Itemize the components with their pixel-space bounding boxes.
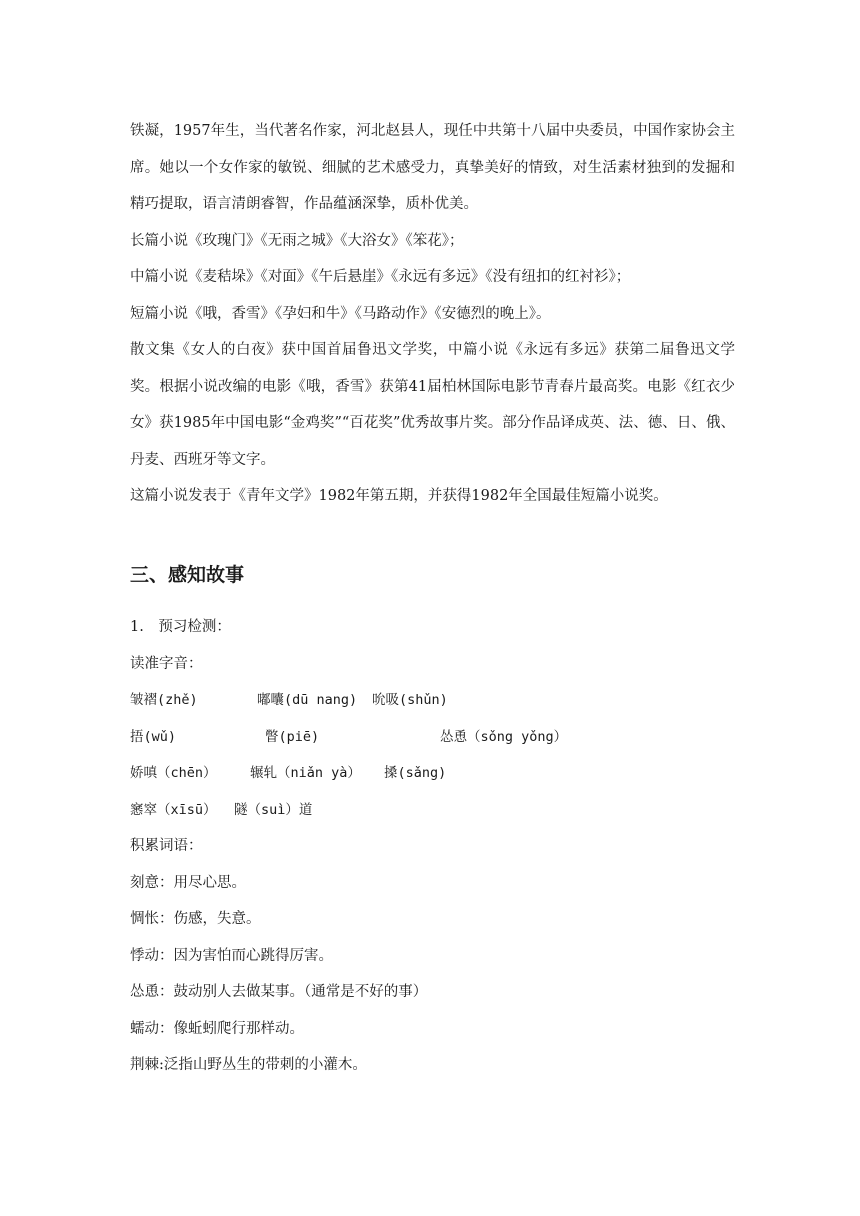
pronunciation-entry: 搡(sǎng) [384,765,447,781]
medium-novels-line: 中篇小说《麦秸垛》《对面》《午后悬崖》《永远有多远》《没有纽扣的红衬衫》； [130,269,631,285]
vocabulary-entry: 蠕动：像蚯蚓爬行那样动。 [130,1020,304,1037]
pronunciation-row [130,682,735,719]
pronunciation-entry: 捂(wǔ) [130,728,177,745]
pronunciation-title-row [130,646,735,683]
awards-paragraph: 散文集《女人的白夜》获中国首届鲁迅文学奖，中篇小说《永远有多远》获第二届鲁迅文学奖。根据小说改编的电影《哦，香雪》获第41届柏林国际电影节青春片最高奖。电影《红衣少女》获1985年中国电影“金鸡奖”“百花奖”优秀故事片奖。部分作品译成英、法、德、日、俄、丹麦、西班牙等文字。 [130,342,735,468]
vocabulary-item [130,938,735,975]
vocabulary-entry: 悸动：因为害怕而心跳得厉害。 [130,947,333,964]
pronunciation-row [130,719,735,756]
preview-check-label: 1. 预习检测： [130,619,231,635]
pronunciation-entry: 嘟囔(dū nang) [257,692,358,708]
vocabulary-item [130,1047,735,1084]
author-intro [130,113,735,515]
preview-check-item [130,609,735,646]
short-stories-line: 短篇小说《哦，香雪》《孕妇和牛》《马路动作》《安德烈的晚上》。 [130,305,551,322]
vocabulary-title-row [130,828,735,865]
section-body [130,609,735,1084]
author-bio: 铁凝，1957年生，当代著名作家，河北赵县人，现任中共第十八届中央委员，中国作家协会主席。她以一个女作家的敏锐、细腻的艺术感受力，真挚美好的情致，对生活素材独到的发掘和精巧提取，语言清朗睿智，作品蕴涵深挚，质朴优美。 [130,123,735,212]
pronunciation-row [130,755,735,792]
vocabulary-entry: 惆怅：伤感，失意。 [130,911,261,927]
section-heading: 三、感知故事 [130,564,245,586]
pronunciation-row [130,792,735,829]
long-novels-line: 长篇小说《玫瑰门》《无雨之城》《大浴女》《笨花》； [130,232,464,249]
document-page [130,113,735,1073]
pronunciation-entry: 皱褶(zhě) [130,692,198,708]
vocabulary-item [130,865,735,902]
pronunciation-entry: 吮吸(shǔn) [372,692,448,708]
vocabulary-entry: 荆棘:泛指山野丛生的带刺的小灌木。 [130,1057,367,1073]
vocabulary-title: 积累词语： [130,838,203,854]
vocabulary-entry: 怂恿：鼓动别人去做某事。（通常是不好的事） [130,984,428,1000]
vocabulary-item [130,1011,735,1048]
pronunciation-title: 读准字音： [130,655,203,672]
pronunciation-entry: 娇嗔（chēn） [130,765,217,781]
pronunciation-entry: 怂恿（sǒng yǒng） [440,728,568,745]
pronunciation-entry: 瞥(piē) [265,728,320,745]
vocabulary-item [130,901,735,938]
pronunciation-entry: 窸窣（xīsū） [130,801,217,818]
publication-note: 这篇小说发表于《青年文学》1982年第五期，并获得1982年全国最佳短篇小说奖。 [130,488,668,504]
vocabulary-entry: 刻意：用尽心思。 [130,874,246,891]
pronunciation-entry: 辗轧（niǎn yà） [250,765,361,781]
pronunciation-entry: 隧（suì）道 [234,801,313,818]
vocabulary-item [130,974,735,1011]
